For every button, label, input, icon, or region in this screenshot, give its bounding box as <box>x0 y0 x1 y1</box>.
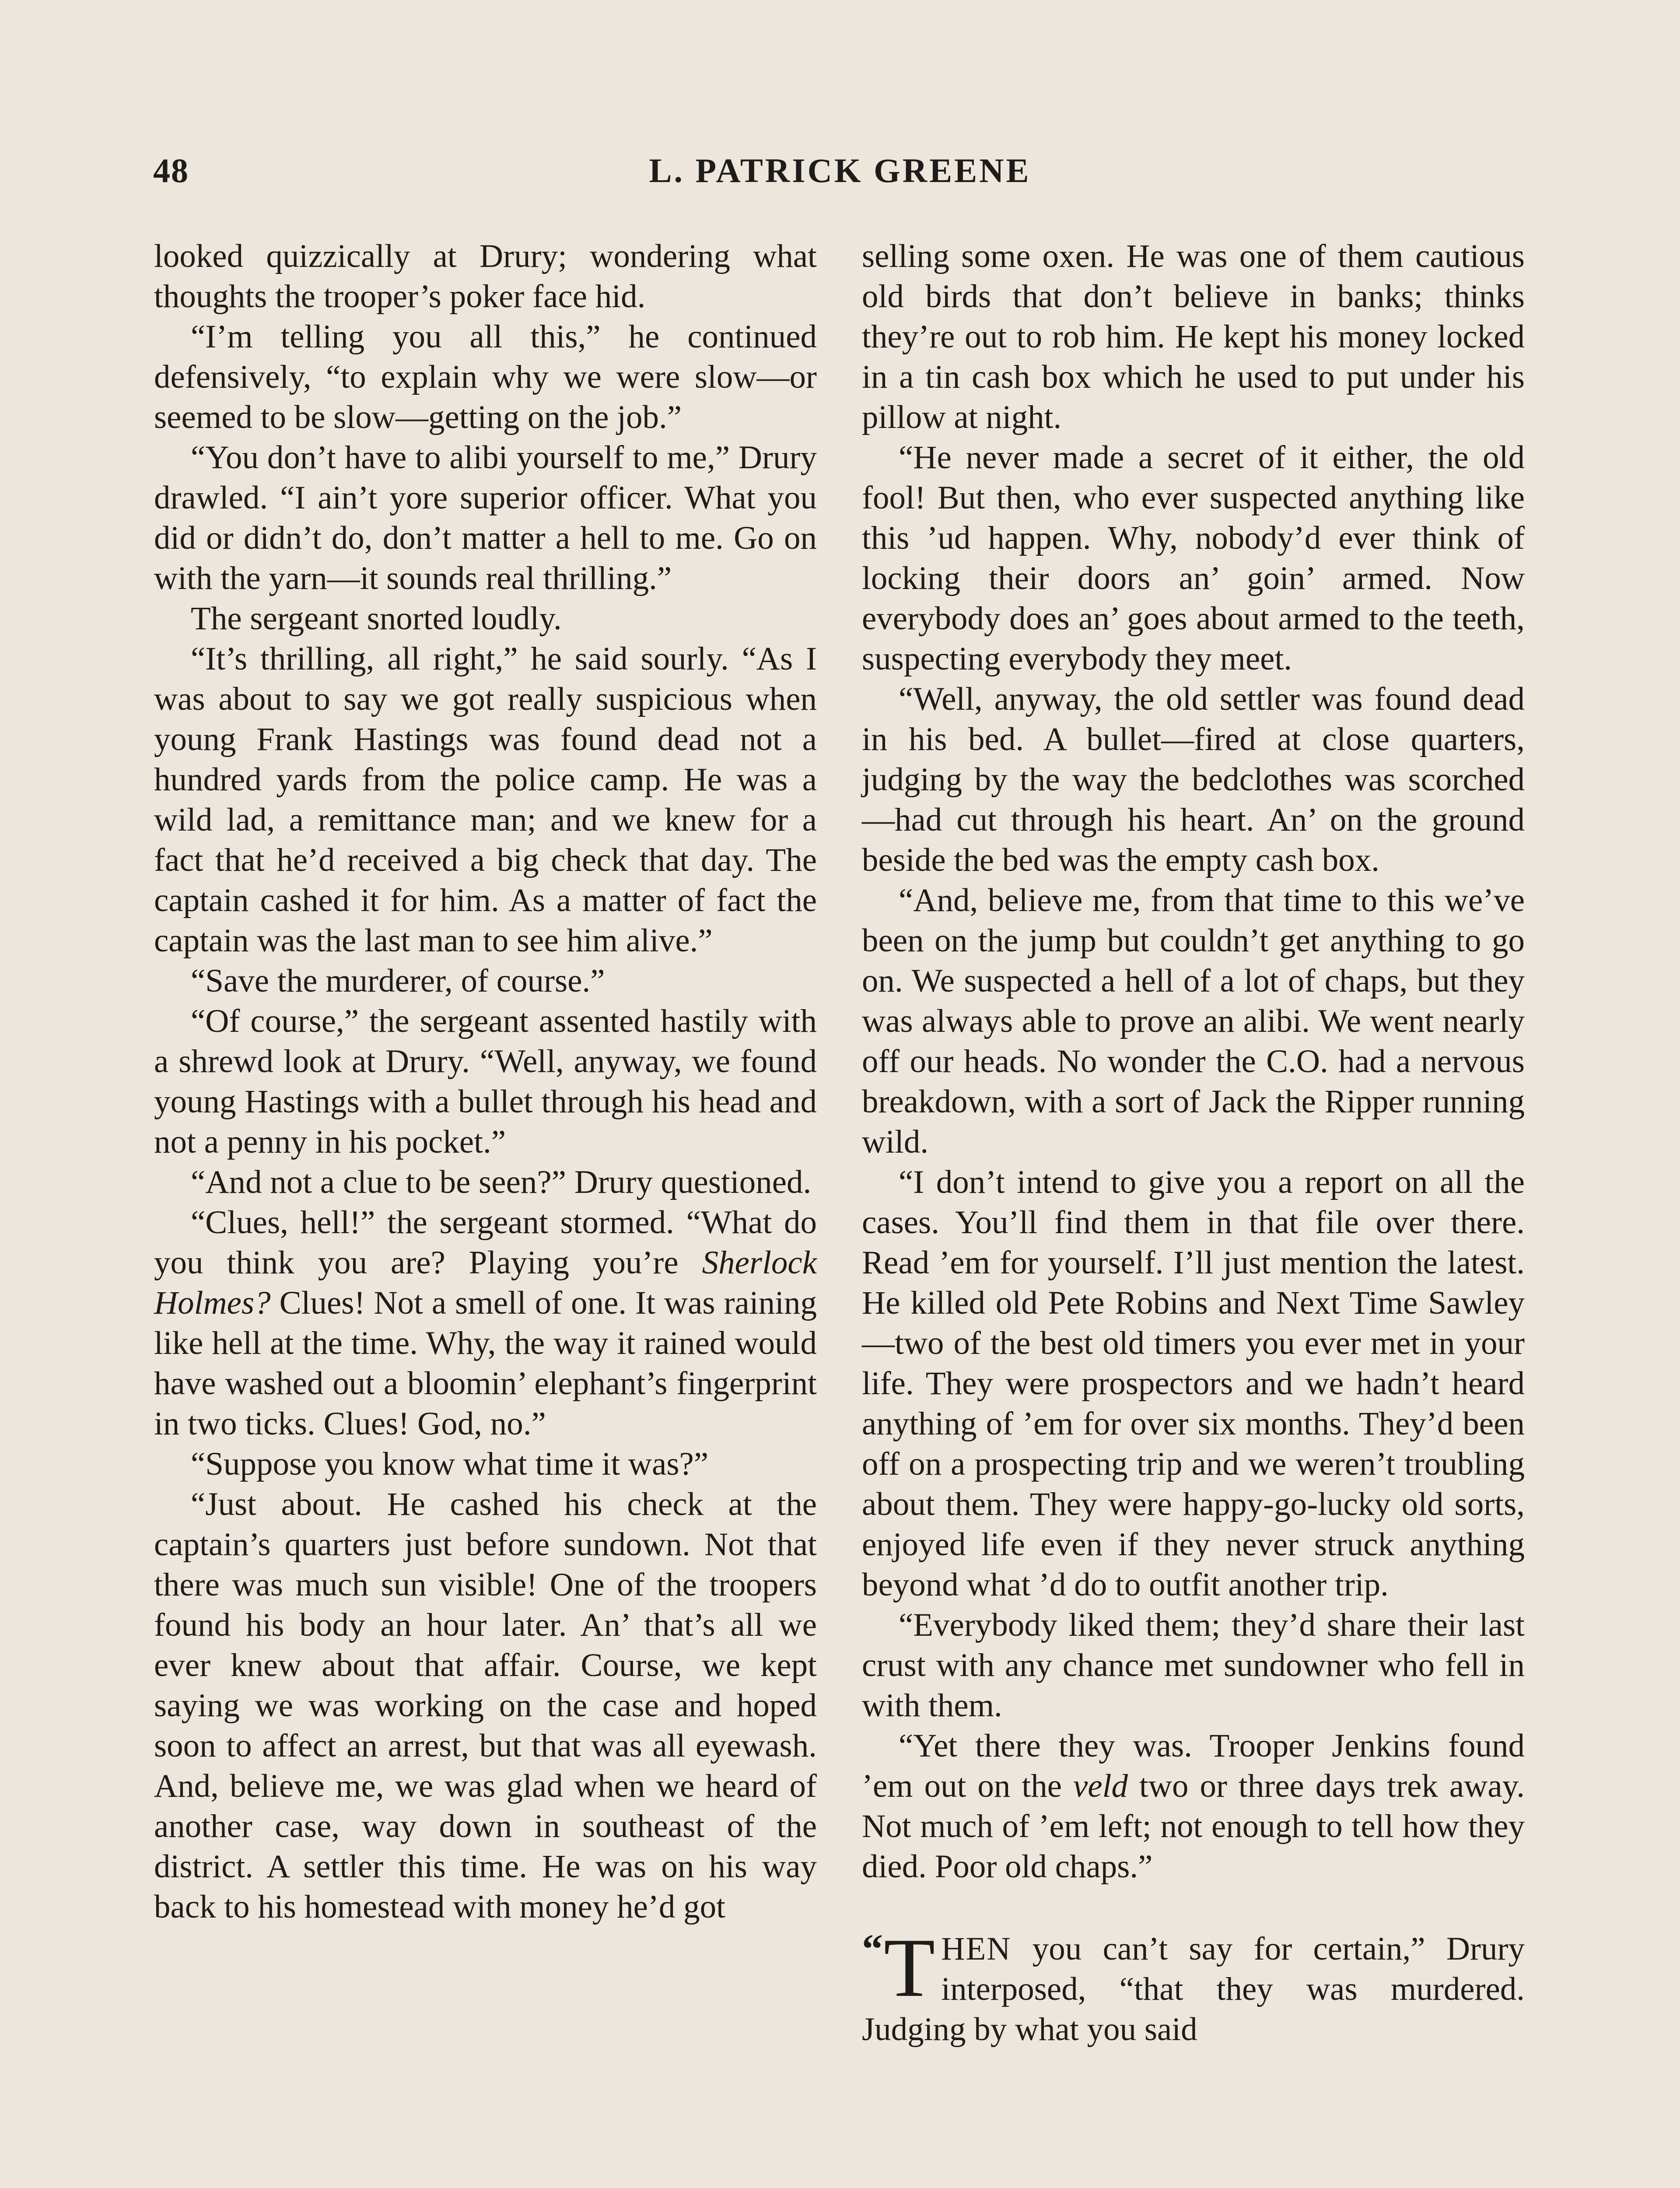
paragraph: “You don’t have to alibi yourself to me,” Drury drawled. “I ain’t yore superior officer. What you did or didn’t do, don’t matter a hell to me. Go on with the yarn—it sounds real thrilling.” <box>154 439 817 596</box>
paragraph: looked quizzically at Drury; wondering what thoughts the trooper’s poker face hid. <box>154 238 817 315</box>
small-caps-word: HEN <box>941 1931 1012 1967</box>
opening-quote-mark: “ <box>862 1925 883 1972</box>
paragraph: “Well, anyway, the old settler was found dead in his bed. A bullet—fired at close quarters, judging by the way the bedclothes was scorched—had cut through his heart. An’ on the ground beside the bed was the empty cash box. <box>862 681 1525 878</box>
paragraph: “Of course,” the sergeant assented hastily with a shrewd look at Drury. “Well, anyway, we found young Hastings with a bullet through his head and not a penny in his pocket.” <box>154 1003 817 1160</box>
paragraph: The sergeant snorted loudly. <box>191 600 562 637</box>
paragraph: “He never made a secret of it either, the old fool! But then, who ever suspected anything like this ’ud happen. Why, nobody’d ever think of locking their doors an’ goin’ armed. Now everybody does an’ goes about armed to the teeth, suspecting everybody they meet. <box>862 439 1525 677</box>
paragraph-sherlock <box>154 1203 817 1444</box>
sherlock-holmes-title: Sherlock Holmes? <box>154 1245 817 1321</box>
paragraph: “Save the murderer, of course.” <box>191 963 605 999</box>
veld-word: veld <box>1073 1768 1128 1804</box>
page-number: 48 <box>153 151 189 189</box>
paragraph: “And, believe me, from that time to this we’ve been on the jump but couldn’t get anything to go on. We suspected a hell of a lot of chaps, but they was always able to prove an alibi. We went nearly off our heads. No wonder the C.O. had a nervous breakdown, with a sort of Jack the Ripper running wild. <box>862 882 1525 1160</box>
paragraph-veld <box>862 1726 1525 1887</box>
paragraph: “I don’t intend to give you a report on all the cases. You’ll find them in that file over there. Read ’em for yourself. I’ll just mention the latest. He killed old Pete Robins and Next Time Sawley—two of the best old timers you ever met in your life. They were prospectors and we hadn’t heard anything of ’em for over six months. They’d been off on a prospecting trip and we weren’t troubling about them. They were happy-go-lucky old sorts, enjoyed life even if they never struck anything beyond what ’d do to outfit another trip. <box>862 1164 1525 1603</box>
paragraph: selling some oxen. He was one of them cautious old birds that don’t believe in banks; thinks they’re out to rob him. He kept his money locked in a tin cash box which he used to put under his pillow at night. <box>862 238 1525 435</box>
drop-cap-letter: T <box>884 1921 935 2014</box>
paragraph: “Everybody liked them; they’d share their last crust with any chance met sundowner who fell in with them. <box>862 1607 1525 1724</box>
paragraph: “And not a clue to be seen?” Drury questioned. <box>191 1164 812 1200</box>
text-span: you can’t say for certain,” Drury interposed, “that they was murdered. Judging by what you said <box>862 1931 1525 2048</box>
text-span: “Yet there they was. Trooper Jenkins found ’em out on the <box>862 1728 1525 1804</box>
paragraph: “I’m telling you all this,” he continued defensively, “to explain why we were slow—or seemed to be slow—getting on the job.” <box>154 319 817 435</box>
running-head: L. PATRICK GREENE <box>649 151 1031 189</box>
paragraph-drop-cap <box>862 1921 1525 2050</box>
left-column <box>154 236 817 1927</box>
paragraph: “Just about. He cashed his check at the captain’s quarters just before sundown. Not that there was much sun visible! One of the troopers found his body an hour later. An’ that’s all we ever knew about that affair. Course, we kept saying we was working on the case and hoped soon to affect an arrest, but that was all eyewash. And, believe me, we was glad when we heard of another case, way down in southeast of the district. A settler this time. He was on his way back to his homestead with money he’d got <box>154 1486 817 1925</box>
paragraph: “It’s thrilling, all right,” he said sourly. “As I was about to say we got really suspicious when young Frank Hastings was found dead not a hundred yards from the police camp. He was a wild lad, a remittance man; and we knew for a fact that he’d received a big check that day. The captain cashed it for him. As a matter of fact the captain was the last man to see him alive.” <box>154 641 817 959</box>
text-span: Clues! Not a smell of one. It was raining like hell at the time. Why, the way it rained would have washed out a bloomin’ elephant’s fingerprint in two ticks. Clues! God, no.” <box>154 1285 817 1442</box>
right-column <box>862 236 1525 2050</box>
paragraph: “Suppose you know what time it was?” <box>191 1446 709 1482</box>
text-span: “Clues, hell!” the sergeant stormed. “What do you think you are? Playing you’re <box>154 1204 817 1281</box>
text-span: two or three days trek away. Not much of ’em left; not enough to tell how they died. Poor old chaps.” <box>862 1768 1525 1885</box>
